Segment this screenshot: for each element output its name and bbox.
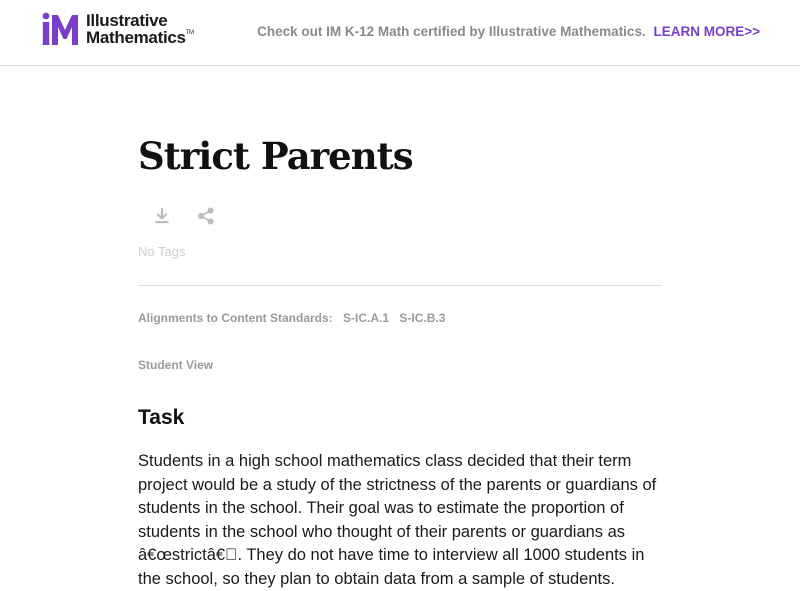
action-bar — [152, 206, 216, 226]
student-view-link[interactable]: Student View — [138, 358, 214, 372]
share-icon[interactable] — [196, 206, 216, 226]
standard-link[interactable]: S-IC.B.3 — [399, 311, 446, 325]
tags-label: No Tags — [138, 244, 186, 259]
learn-more-link[interactable]: LEARN MORE>> — [653, 24, 760, 39]
download-icon[interactable] — [152, 206, 172, 226]
logo-trademark: TM — [185, 30, 194, 36]
site-header — [0, 0, 800, 66]
promo-text: Check out IM K-12 Math certified by Illustrative Mathematics. — [257, 24, 646, 39]
promo-banner — [257, 24, 760, 39]
logo-wordmark — [86, 12, 194, 46]
section-divider — [138, 285, 662, 286]
logo-line-2-text: Mathematics — [86, 28, 186, 47]
logo-line-2 — [86, 29, 194, 46]
logo-line-1: Illustrative — [86, 11, 168, 30]
alignments-label: Alignments to Content Standards: — [138, 311, 333, 325]
page-title: Strict Parents — [138, 134, 413, 178]
task-text: Students in a high school mathematics class decided that their term project would be a study of the strictness of the parents or guardians of students in the school. Their goal was to estimate the proportion of students in the school who thought of their parents or guardians as â€œstrictâ€ . They do not have time to interview all 1000 students in the school, so they plan to obtain data from a sample of students. — [138, 452, 657, 588]
im-logo[interactable] — [41, 11, 194, 47]
standard-link[interactable]: S-IC.A.1 — [343, 311, 390, 325]
alignments-row — [138, 311, 445, 325]
task-heading: Task — [138, 406, 185, 429]
im-logo-mark — [41, 12, 81, 46]
